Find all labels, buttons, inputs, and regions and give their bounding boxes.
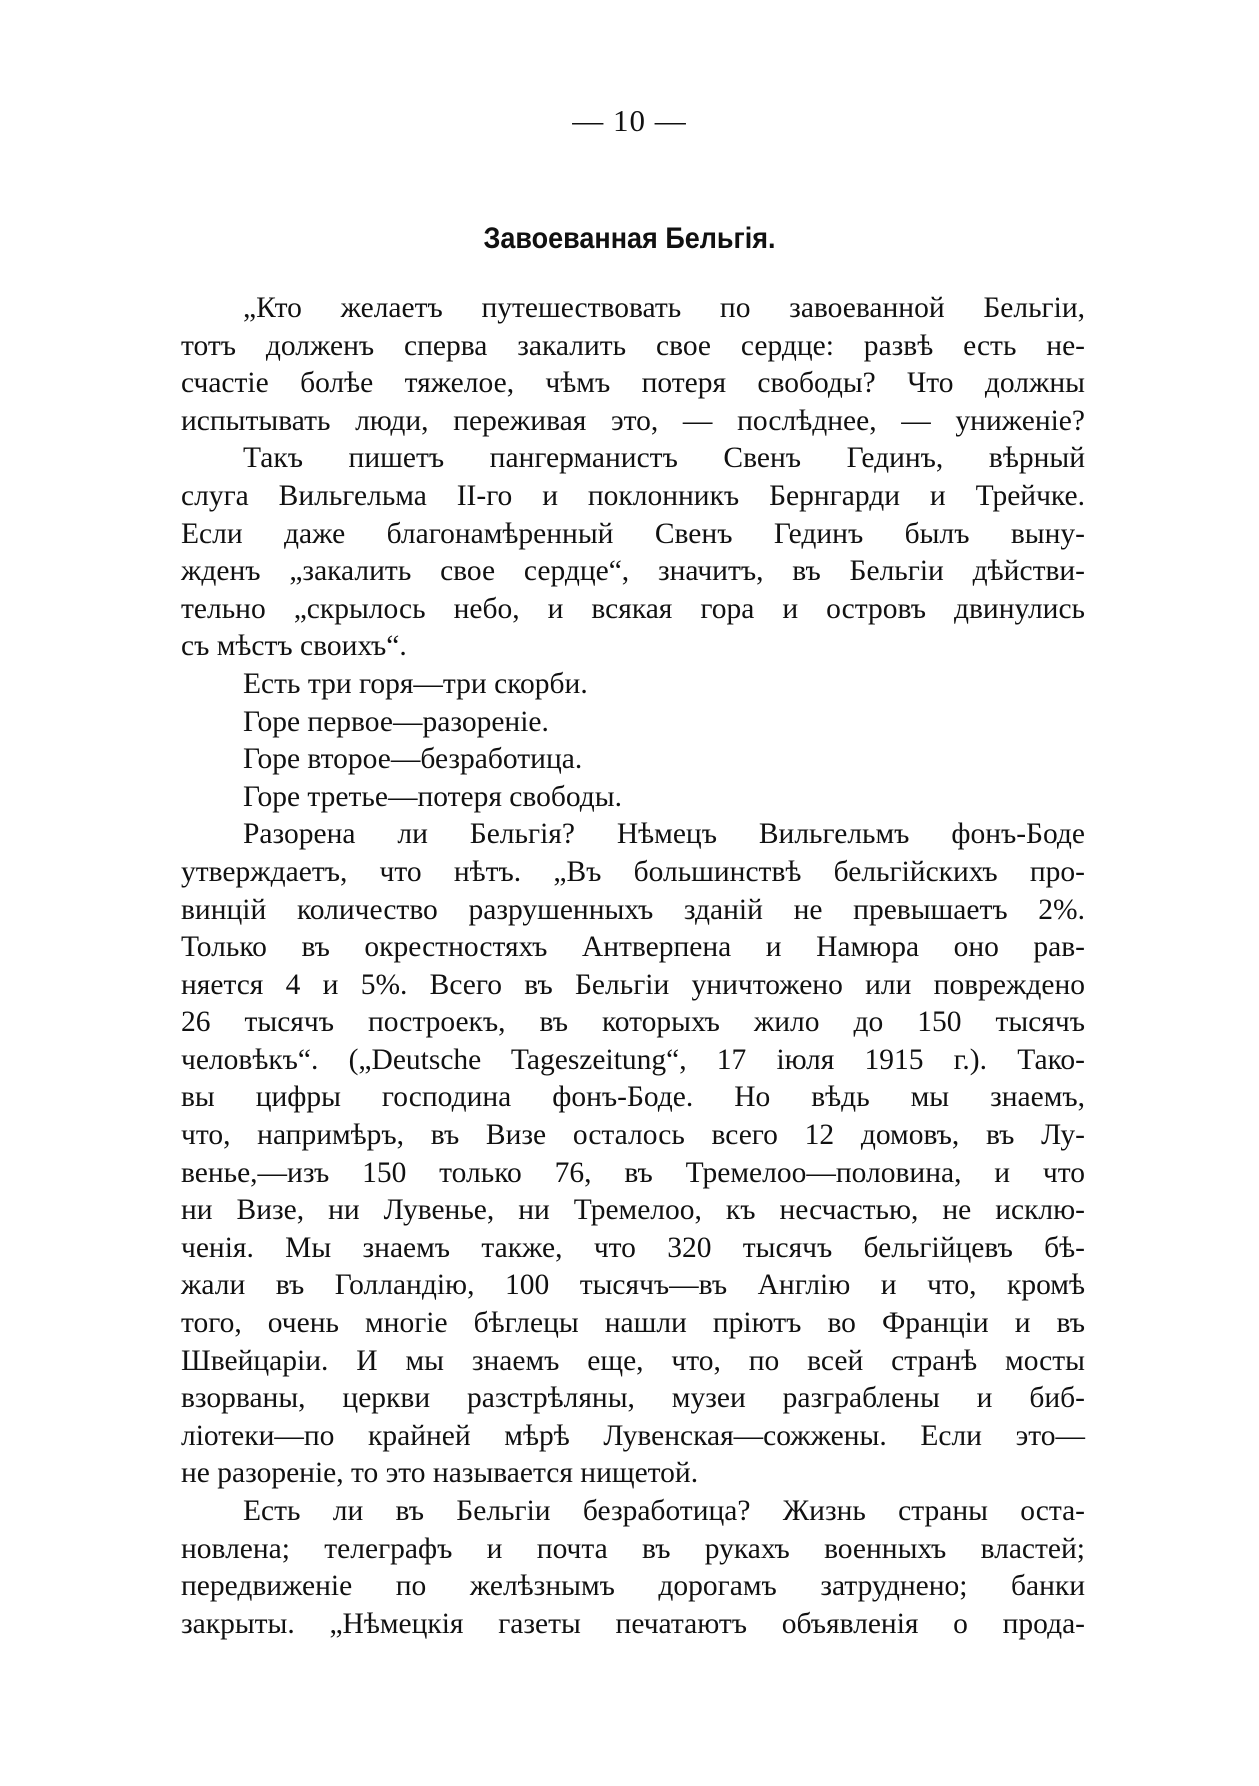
text-line: передвиженіе по желѣзнымъ дорогамъ затруднено; банки [181,1570,1085,1603]
text-line: Есть ли въ Бельгіи безработица? Жизнь страны оста- [243,1495,1085,1527]
text-line: того, очень многіе бѣглецы нашли пріютъ во Франціи и въ [181,1307,1085,1340]
text-line: Есть три горя—три скорби. [243,667,588,700]
chapter-title: Завоеванная Бельгія. [483,222,776,255]
text-line: вы цифры господина фонъ-Боде. Но вѣдь мы знаемъ, [181,1081,1085,1114]
text-line: няется 4 и 5%. Всего въ Бельгіи уничтожено или повреждено [181,968,1085,1001]
text-line: жденъ „закалить свое сердце“, значитъ, въ Бельгіи дѣйстви- [181,555,1085,588]
text-line: новлена; телеграфъ и почта въ рукахъ военныхъ властей; [181,1532,1085,1565]
text-line: „Кто желаетъ путешествовать по завоеванной Бельгіи, [243,292,1085,324]
text-line: слуга Вильгельма II-го и поклонникъ Бернгарди и Трейчке. [181,479,1085,512]
text-line: Только въ окрестностяхъ Антверпена и Намюра оно рав- [181,931,1085,964]
text-line: ченія. Мы знаемъ также, что 320 тысячъ бельгійцевъ бѣ- [181,1231,1085,1264]
text-line: венье,—изъ 150 только 76, въ Тремелоо—половина, и что [181,1156,1085,1189]
text-line: человѣкъ“. („Deutsche Tageszeitung“, 17 іюля 1915 г.). Тако- [181,1043,1085,1076]
text-line: ни Визе, ни Лувенье, ни Тремелоо, къ несчастью, не исклю- [181,1194,1085,1227]
text-line: не разореніе, то это называется нищетой. [181,1457,699,1490]
text-line: Горе третье—потеря свободы. [243,780,622,813]
text-line: тельно „скрылось небо, и всякая гора и островъ двинулись [181,592,1085,625]
text-line: Горе второе—безработица. [243,743,583,776]
text-line: винцій количество разрушенныхъ зданій не превышаетъ 2%. [181,893,1085,926]
text-line: 26 тысячъ построекъ, въ которыхъ жило до 150 тысячъ [181,1006,1085,1039]
text-line: съ мѣстъ своихъ“. [181,630,407,663]
text-line: Такъ пишетъ пангерманистъ Свенъ Гединъ, вѣрный [243,442,1085,475]
text-line: утверждаетъ, что нѣтъ. „Въ большинствѣ бельгійскихъ про- [181,855,1085,888]
text-line: Горе первое—разореніе. [243,705,549,738]
text-line: тотъ долженъ сперва закалить свое сердце: развѣ есть не- [181,329,1085,362]
text-line: что, напримѣръ, въ Визе осталось всего 12 домовъ, въ Лу- [181,1119,1085,1152]
text-line: взорваны, церкви разстрѣляны, музеи разграблены и биб- [181,1382,1085,1415]
text-line: ліотеки—по крайней мѣрѣ Лувенская—сожжены. Если это— [181,1419,1085,1452]
text-line: жали въ Голландію, 100 тысячъ—въ Англію и что, кромѣ [181,1269,1085,1302]
text-line: счастіе болѣе тяжелое, чѣмъ потеря свободы? Что должны [181,367,1085,400]
text-line: закрыты. „Нѣмецкія газеты печатаютъ объявленія о прода- [181,1607,1085,1640]
text-line: Если даже благонамѣренный Свенъ Гединъ былъ выну- [181,517,1085,550]
text-line: Швейцаріи. И мы знаемъ еще, что, по всей странѣ мосты [181,1344,1085,1377]
text-line: испытывать люди, переживая это, — послѣднее, — униженіе? [181,404,1085,437]
page-number: — 10 — [572,103,687,138]
body-text [181,290,1085,1643]
text-line: Разорена ли Бельгія? Нѣмецъ Вильгельмъ фонъ-Боде [243,818,1085,851]
